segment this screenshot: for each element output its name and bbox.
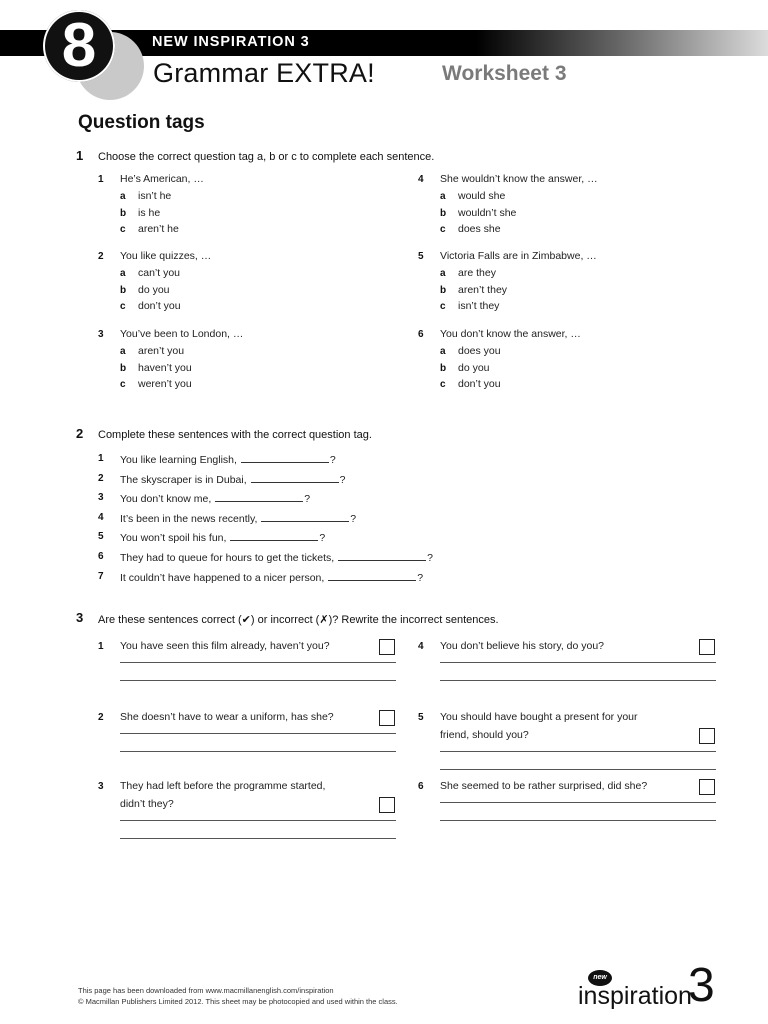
sentence-text: You won’t spoil his fun, <box>120 532 227 545</box>
gap-sentence <box>120 570 423 584</box>
gap-sentence <box>120 491 310 505</box>
worksheet-label: Worksheet 3 <box>442 62 567 85</box>
option-letter: b <box>440 284 447 296</box>
question-text: You should have bought a present for your <box>440 711 638 723</box>
question-number: 6 <box>418 781 424 792</box>
logo-number: 3 <box>688 959 715 1012</box>
question-text-continued: didn’t they? <box>120 798 174 810</box>
sentence-end: ? <box>339 473 346 486</box>
rewrite-line[interactable] <box>120 662 396 663</box>
option-text[interactable]: do you <box>458 361 490 374</box>
sentence-end: ? <box>427 552 433 564</box>
answer-checkbox[interactable] <box>379 797 395 813</box>
exercise-1-number: 1 <box>76 148 84 163</box>
question-text: You have seen this film already, haven’t you? <box>120 640 330 652</box>
option-text[interactable]: does she <box>458 223 501 235</box>
sentence-text: You like learning English, <box>120 454 237 466</box>
question-text: You’ve been to London, … <box>120 328 244 340</box>
question-text: Victoria Falls are in Zimbabwe, … <box>440 250 597 262</box>
question-number: 3 <box>98 329 104 340</box>
option-text[interactable]: do you <box>138 283 170 296</box>
question-text: You don’t know the answer, … <box>440 328 581 340</box>
question-text-continued: friend, should you? <box>440 729 529 741</box>
sentence-text: The skyscraper is in Dubai, <box>120 473 247 486</box>
sentence-text: They had to queue for hours to get the tickets, <box>120 552 335 564</box>
sentence-text: You don’t know me, <box>120 493 212 506</box>
question-text: You like quizzes, … <box>120 250 212 262</box>
rewrite-line[interactable] <box>440 769 716 770</box>
question-number: 4 <box>418 174 424 185</box>
option-letter: b <box>120 362 127 374</box>
option-letter: b <box>120 207 127 219</box>
sentence-end: ? <box>417 571 424 584</box>
answer-checkbox[interactable] <box>379 710 395 726</box>
question-number: 2 <box>98 472 104 484</box>
option-text[interactable]: isn’t he <box>138 190 172 202</box>
option-text[interactable]: wouldn’t she <box>458 206 517 219</box>
unit-number: 8 <box>61 11 97 80</box>
option-text[interactable]: aren’t you <box>138 345 185 357</box>
answer-gap[interactable] <box>338 550 426 561</box>
question-number: 4 <box>418 641 424 652</box>
option-letter: c <box>440 379 446 390</box>
logo-word: inspiration <box>578 982 692 1010</box>
option-letter: b <box>120 284 127 296</box>
rewrite-line[interactable] <box>120 820 396 821</box>
page-title: Question tags <box>78 112 205 133</box>
gap-sentence <box>120 472 345 486</box>
sentence-end: ? <box>350 512 357 525</box>
rewrite-line[interactable] <box>440 680 716 681</box>
option-text[interactable]: weren’t you <box>138 378 192 390</box>
question-number: 2 <box>98 712 104 723</box>
question-text: She doesn’t have to wear a uniform, has she? <box>120 711 334 723</box>
question-text: They had left before the programme started, <box>120 780 326 792</box>
question-text: You don’t believe his story, do you? <box>440 640 605 652</box>
answer-gap[interactable] <box>251 472 339 483</box>
option-letter: a <box>120 346 126 357</box>
question-text: He’s American, … <box>120 173 204 185</box>
footer-download-note: This page has been downloaded from www.macmillanenglish.com/inspiration <box>78 986 334 995</box>
option-letter: c <box>120 379 126 390</box>
rewrite-line[interactable] <box>440 751 716 752</box>
option-text[interactable]: can’t you <box>138 267 181 279</box>
sentence-text: It couldn’t have happened to a nicer person, <box>120 571 325 584</box>
question-number: 1 <box>98 641 104 652</box>
answer-checkbox[interactable] <box>699 639 715 655</box>
question-number: 3 <box>98 781 104 792</box>
sentence-end: ? <box>329 454 336 466</box>
question-number: 6 <box>98 551 104 562</box>
option-text[interactable]: haven’t you <box>138 361 192 374</box>
logo-badge: new <box>588 970 612 986</box>
question-number: 5 <box>98 531 104 543</box>
answer-checkbox[interactable] <box>379 639 395 655</box>
option-text[interactable]: aren’t they <box>458 283 508 296</box>
option-letter: c <box>440 301 446 312</box>
option-letter: a <box>120 268 126 279</box>
gap-sentence <box>120 452 336 466</box>
question-number: 3 <box>98 492 104 504</box>
answer-gap[interactable] <box>215 491 303 502</box>
option-text[interactable]: don’t you <box>458 378 501 390</box>
rewrite-line[interactable] <box>120 838 396 839</box>
option-text[interactable]: is he <box>138 206 161 219</box>
question-number: 4 <box>98 511 104 523</box>
option-letter: b <box>440 362 447 374</box>
answer-gap[interactable] <box>261 511 349 522</box>
exercise-1-instruction: Choose the correct question tag a, b or c to complete each sentence. <box>98 151 435 163</box>
exercise-3-instruction: Are these sentences correct (✔) or incorrect (✗)? Rewrite the incorrect sentences. <box>98 614 499 626</box>
question-number: 1 <box>98 174 104 185</box>
option-letter: a <box>440 191 446 202</box>
option-letter: a <box>440 268 446 279</box>
question-number: 5 <box>418 712 424 723</box>
rewrite-line[interactable] <box>440 820 716 821</box>
question-number: 1 <box>98 453 104 464</box>
option-letter: c <box>120 224 126 235</box>
gap-sentence <box>120 511 356 525</box>
answer-gap[interactable] <box>230 530 318 541</box>
answer-gap[interactable] <box>241 452 329 463</box>
rewrite-line[interactable] <box>120 733 396 734</box>
option-text[interactable]: aren’t he <box>138 223 179 235</box>
option-text[interactable]: isn’t they <box>458 300 500 312</box>
answer-checkbox[interactable] <box>699 779 715 795</box>
main-title: Grammar EXTRA! <box>153 58 375 88</box>
rewrite-line[interactable] <box>440 662 716 663</box>
rewrite-line[interactable] <box>440 802 716 803</box>
option-text[interactable]: does you <box>458 345 501 357</box>
question-text: She seemed to be rather surprised, did she? <box>440 780 648 792</box>
sentence-end: ? <box>304 493 311 506</box>
exercise-3-number: 3 <box>76 610 84 625</box>
answer-checkbox[interactable] <box>699 728 715 744</box>
exercise-2-number: 2 <box>76 426 84 441</box>
question-number: 2 <box>98 251 104 262</box>
footer-copyright: © Macmillan Publishers Limited 2012. This sheet may be photocopied and used within the class. <box>78 997 398 1006</box>
question-number: 5 <box>418 251 424 262</box>
exercise-2-instruction: Complete these sentences with the correct question tag. <box>98 429 372 441</box>
option-text[interactable]: would she <box>458 190 506 202</box>
option-letter: b <box>440 207 447 219</box>
gap-sentence <box>120 530 325 544</box>
option-letter: a <box>440 346 446 357</box>
question-text: She wouldn’t know the answer, … <box>440 173 598 185</box>
sentence-end: ? <box>319 532 326 545</box>
option-letter: c <box>440 224 446 235</box>
rewrite-line[interactable] <box>120 751 396 752</box>
question-number: 7 <box>98 570 104 582</box>
answer-gap[interactable] <box>328 570 416 581</box>
question-number: 6 <box>418 329 424 340</box>
option-text[interactable]: don’t you <box>138 300 181 312</box>
sentence-text: It’s been in the news recently, <box>120 512 258 525</box>
option-text[interactable]: are they <box>458 267 496 279</box>
series-title: NEW INSPIRATION 3 <box>152 34 310 50</box>
option-letter: c <box>120 301 126 312</box>
gap-sentence <box>120 550 433 564</box>
rewrite-line[interactable] <box>120 680 396 681</box>
option-letter: a <box>120 191 126 202</box>
